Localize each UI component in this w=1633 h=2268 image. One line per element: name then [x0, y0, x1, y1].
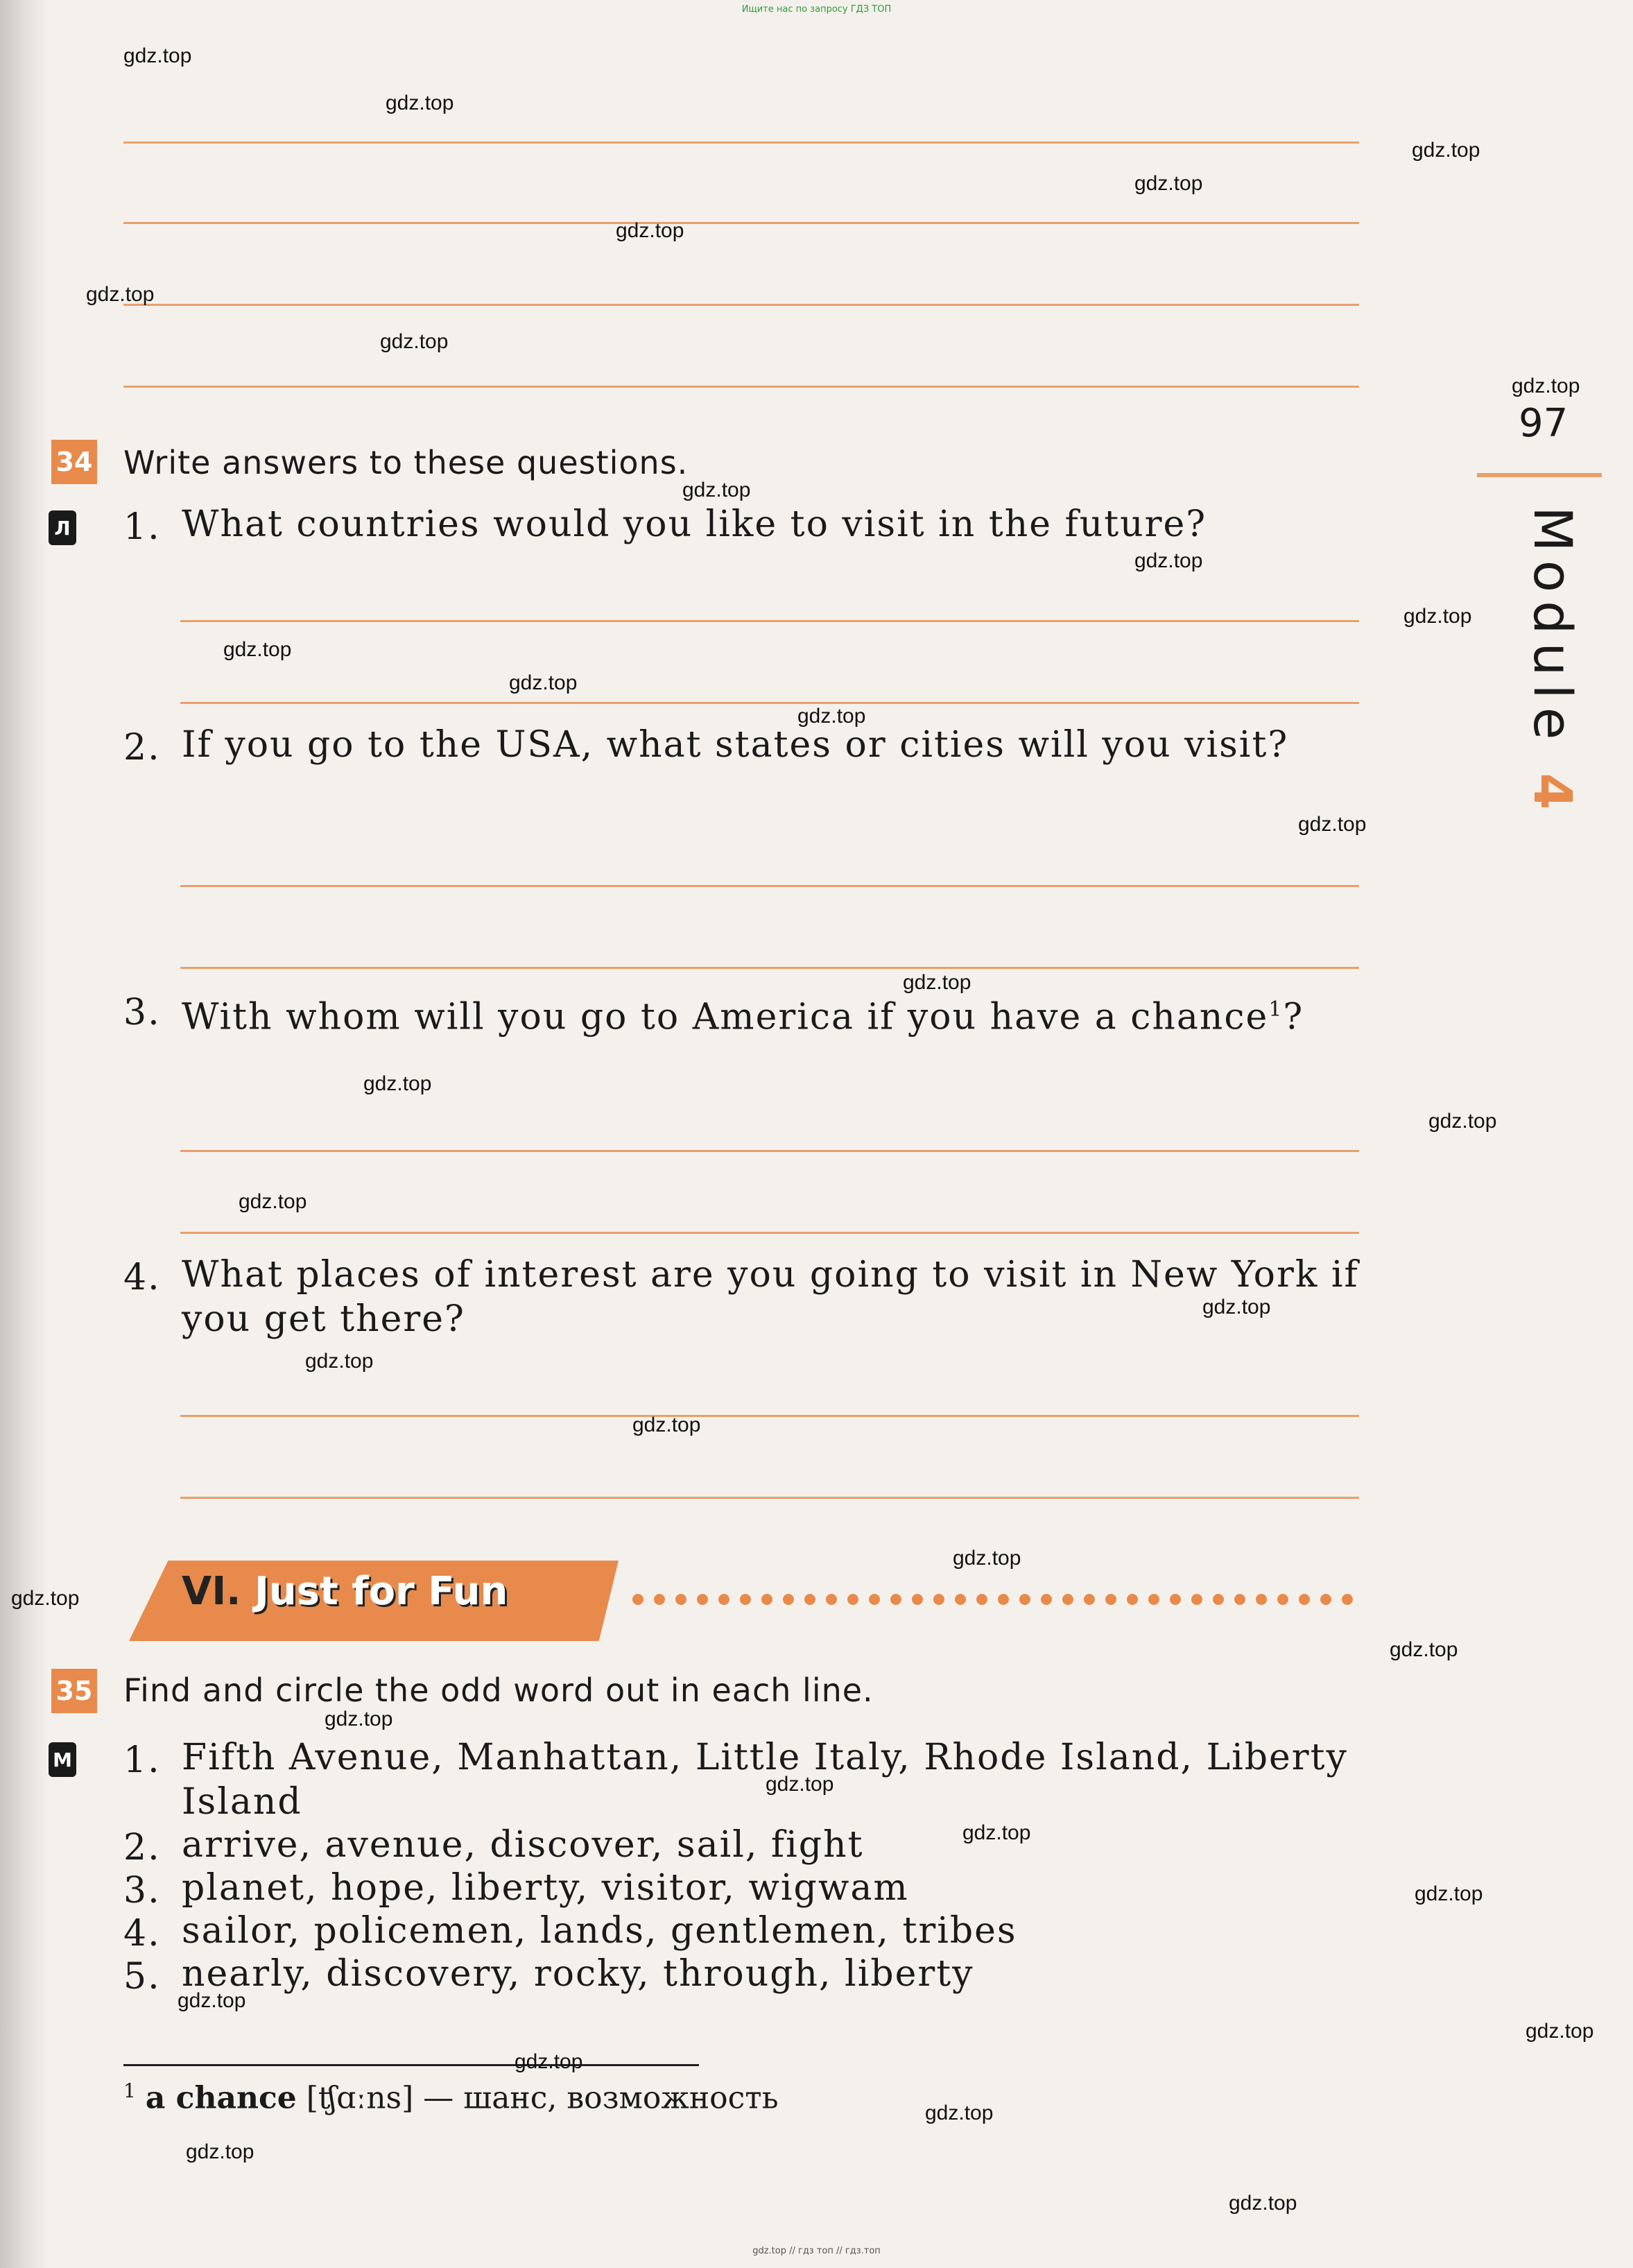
divider-dot	[761, 1594, 772, 1605]
watermark: gdz.top	[1134, 172, 1203, 195]
divider-dot	[1148, 1594, 1159, 1605]
exercise-number-35: 35	[51, 1669, 97, 1713]
exercise-35-instruction: Find and circle the odd word out in each line.	[123, 1672, 874, 1709]
watermark: gdz.top	[1390, 1638, 1458, 1661]
answer-line[interactable]	[123, 386, 1359, 388]
page-gutter-shadow	[0, 0, 49, 2268]
top-note: Ищите нас по запросу ГДЗ ТОП	[741, 4, 892, 15]
watermark: gdz.top	[616, 219, 684, 242]
watermark: gdz.top	[515, 2050, 583, 2073]
watermark: gdz.top	[1512, 375, 1580, 397]
question-text: What places of interest are you going to visit in New York if you get there?	[182, 1254, 1359, 1340]
divider-dot	[912, 1594, 923, 1605]
watermark: gdz.top	[363, 1072, 432, 1095]
watermark: gdz.top	[953, 1547, 1021, 1570]
answer-line[interactable]	[180, 620, 1359, 622]
item-number: 2.	[123, 1827, 161, 1868]
watermark: gdz.top	[223, 638, 292, 661]
question-text: If you go to the USA, what states or cities will you visit?	[182, 724, 1289, 766]
word-line[interactable]: nearly, discovery, rocky, through, liberty	[182, 1953, 974, 1995]
answer-line[interactable]	[180, 967, 1359, 969]
divider-dot	[998, 1594, 1009, 1605]
divider-dot	[1320, 1594, 1331, 1605]
watermark: gdz.top	[1298, 813, 1367, 836]
word-line[interactable]: Fifth Avenue, Manhattan, Little Italy, Rhode Island, Liberty Island	[182, 1737, 1348, 1823]
divider-dot	[1213, 1594, 1224, 1605]
watermark: gdz.top	[305, 1350, 374, 1373]
bottom-note: gdz.top // гдз топ // гдз.топ	[752, 2246, 881, 2256]
watermark: gdz.top	[380, 330, 449, 353]
page-number: 97	[1519, 401, 1569, 446]
divider-dot	[783, 1594, 794, 1605]
watermark: gdz.top	[925, 2102, 994, 2124]
exercise-34-instruction: Write answers to these questions.	[123, 444, 689, 481]
watermark: gdz.top	[766, 1773, 834, 1796]
divider-dot	[1342, 1594, 1353, 1605]
divider-dot	[1084, 1594, 1095, 1605]
watermark: gdz.top	[1526, 2020, 1594, 2043]
divider-dot	[740, 1594, 751, 1605]
divider-dot	[632, 1594, 643, 1605]
answer-line[interactable]	[180, 702, 1359, 704]
item-number: 1.	[123, 1739, 161, 1781]
divider-dot	[654, 1594, 665, 1605]
side-divider	[1477, 473, 1602, 477]
divider-dot	[1191, 1594, 1202, 1605]
watermark: gdz.top	[178, 1989, 246, 2012]
answer-line[interactable]	[180, 885, 1359, 887]
divider-dot	[1041, 1594, 1052, 1605]
word-line[interactable]: sailor, policemen, lands, gentlemen, tribes	[182, 1910, 1017, 1952]
divider-dot	[1256, 1594, 1267, 1605]
divider-dot	[1105, 1594, 1116, 1605]
question-number: 3.	[123, 992, 161, 1033]
divider-dot	[675, 1594, 686, 1605]
divider-dot	[955, 1594, 966, 1605]
question-number: 1.	[123, 506, 161, 548]
watermark: gdz.top	[1229, 2192, 1297, 2215]
watermark: gdz.top	[1202, 1296, 1271, 1318]
watermark: gdz.top	[386, 92, 454, 114]
answer-line[interactable]	[180, 1415, 1359, 1417]
answer-line[interactable]	[180, 1150, 1359, 1152]
item-number: 4.	[123, 1913, 161, 1955]
watermark: gdz.top	[1403, 605, 1472, 628]
reading-icon: Л	[49, 510, 76, 545]
watermark: gdz.top	[86, 283, 155, 306]
watermark: gdz.top	[186, 2140, 254, 2163]
module-label	[1522, 506, 1584, 818]
footnote: $^1$ a chance [ʧɑːns] — шанс, возможность	[123, 2079, 779, 2116]
dotted-divider	[630, 1591, 1365, 1608]
divider-dot	[1234, 1594, 1245, 1605]
divider-dot	[1299, 1594, 1310, 1605]
watermark: gdz.top	[1412, 139, 1480, 162]
watermark: gdz.top	[903, 971, 971, 994]
question-text: What countries would you like to visit in the future?	[182, 504, 1207, 545]
watermark: gdz.top	[239, 1190, 307, 1213]
divider-dot	[826, 1594, 837, 1605]
watermark: gdz.top	[123, 44, 192, 67]
divider-dot	[869, 1594, 880, 1605]
divider-dot	[1170, 1594, 1181, 1605]
divider-dot	[1019, 1594, 1030, 1605]
divider-dot	[1277, 1594, 1288, 1605]
exercise-number-34: 34	[51, 440, 97, 484]
watermark: gdz.top	[509, 671, 578, 694]
word-line[interactable]: arrive, avenue, discover, sail, fight	[182, 1824, 864, 1866]
watermark: gdz.top	[632, 1414, 701, 1436]
answer-line[interactable]	[123, 222, 1359, 224]
footnote-mark: 1	[1268, 997, 1284, 1022]
watermark: gdz.top	[11, 1587, 80, 1610]
watermark: gdz.top	[962, 1821, 1031, 1844]
answer-line[interactable]	[180, 1497, 1359, 1499]
divider-dot	[718, 1594, 729, 1605]
divider-dot	[976, 1594, 987, 1605]
watermark: gdz.top	[325, 1708, 393, 1730]
divider-dot	[933, 1594, 944, 1605]
footnote-rule	[123, 2064, 699, 2066]
item-number: 5.	[123, 1956, 161, 1998]
watermark: gdz.top	[1415, 1882, 1483, 1905]
divider-dot	[847, 1594, 858, 1605]
watermark: gdz.top	[682, 479, 751, 501]
section-title: VI. Just for Fun	[182, 1569, 508, 1614]
question-text: With whom will you go to America if you have a chance$^1$?	[182, 996, 1304, 1038]
divider-dot	[1062, 1594, 1073, 1605]
watermark: gdz.top	[1134, 549, 1203, 572]
watermark: gdz.top	[1428, 1110, 1497, 1133]
vocabulary-icon: М	[49, 1742, 76, 1777]
divider-dot	[1127, 1594, 1138, 1605]
divider-dot	[697, 1594, 708, 1605]
watermark: gdz.top	[797, 705, 866, 728]
item-number: 3.	[123, 1870, 161, 1912]
module-word: Module	[1522, 506, 1584, 748]
module-number: 4	[1522, 773, 1584, 818]
answer-line[interactable]	[180, 1232, 1359, 1234]
divider-dot	[804, 1594, 815, 1605]
word-line[interactable]: planet, hope, liberty, visitor, wigwam	[182, 1867, 909, 1909]
question-number: 2.	[123, 727, 161, 768]
divider-dot	[890, 1594, 901, 1605]
answer-line[interactable]	[123, 141, 1359, 144]
question-number: 4.	[123, 1257, 161, 1298]
answer-line[interactable]	[123, 304, 1359, 306]
